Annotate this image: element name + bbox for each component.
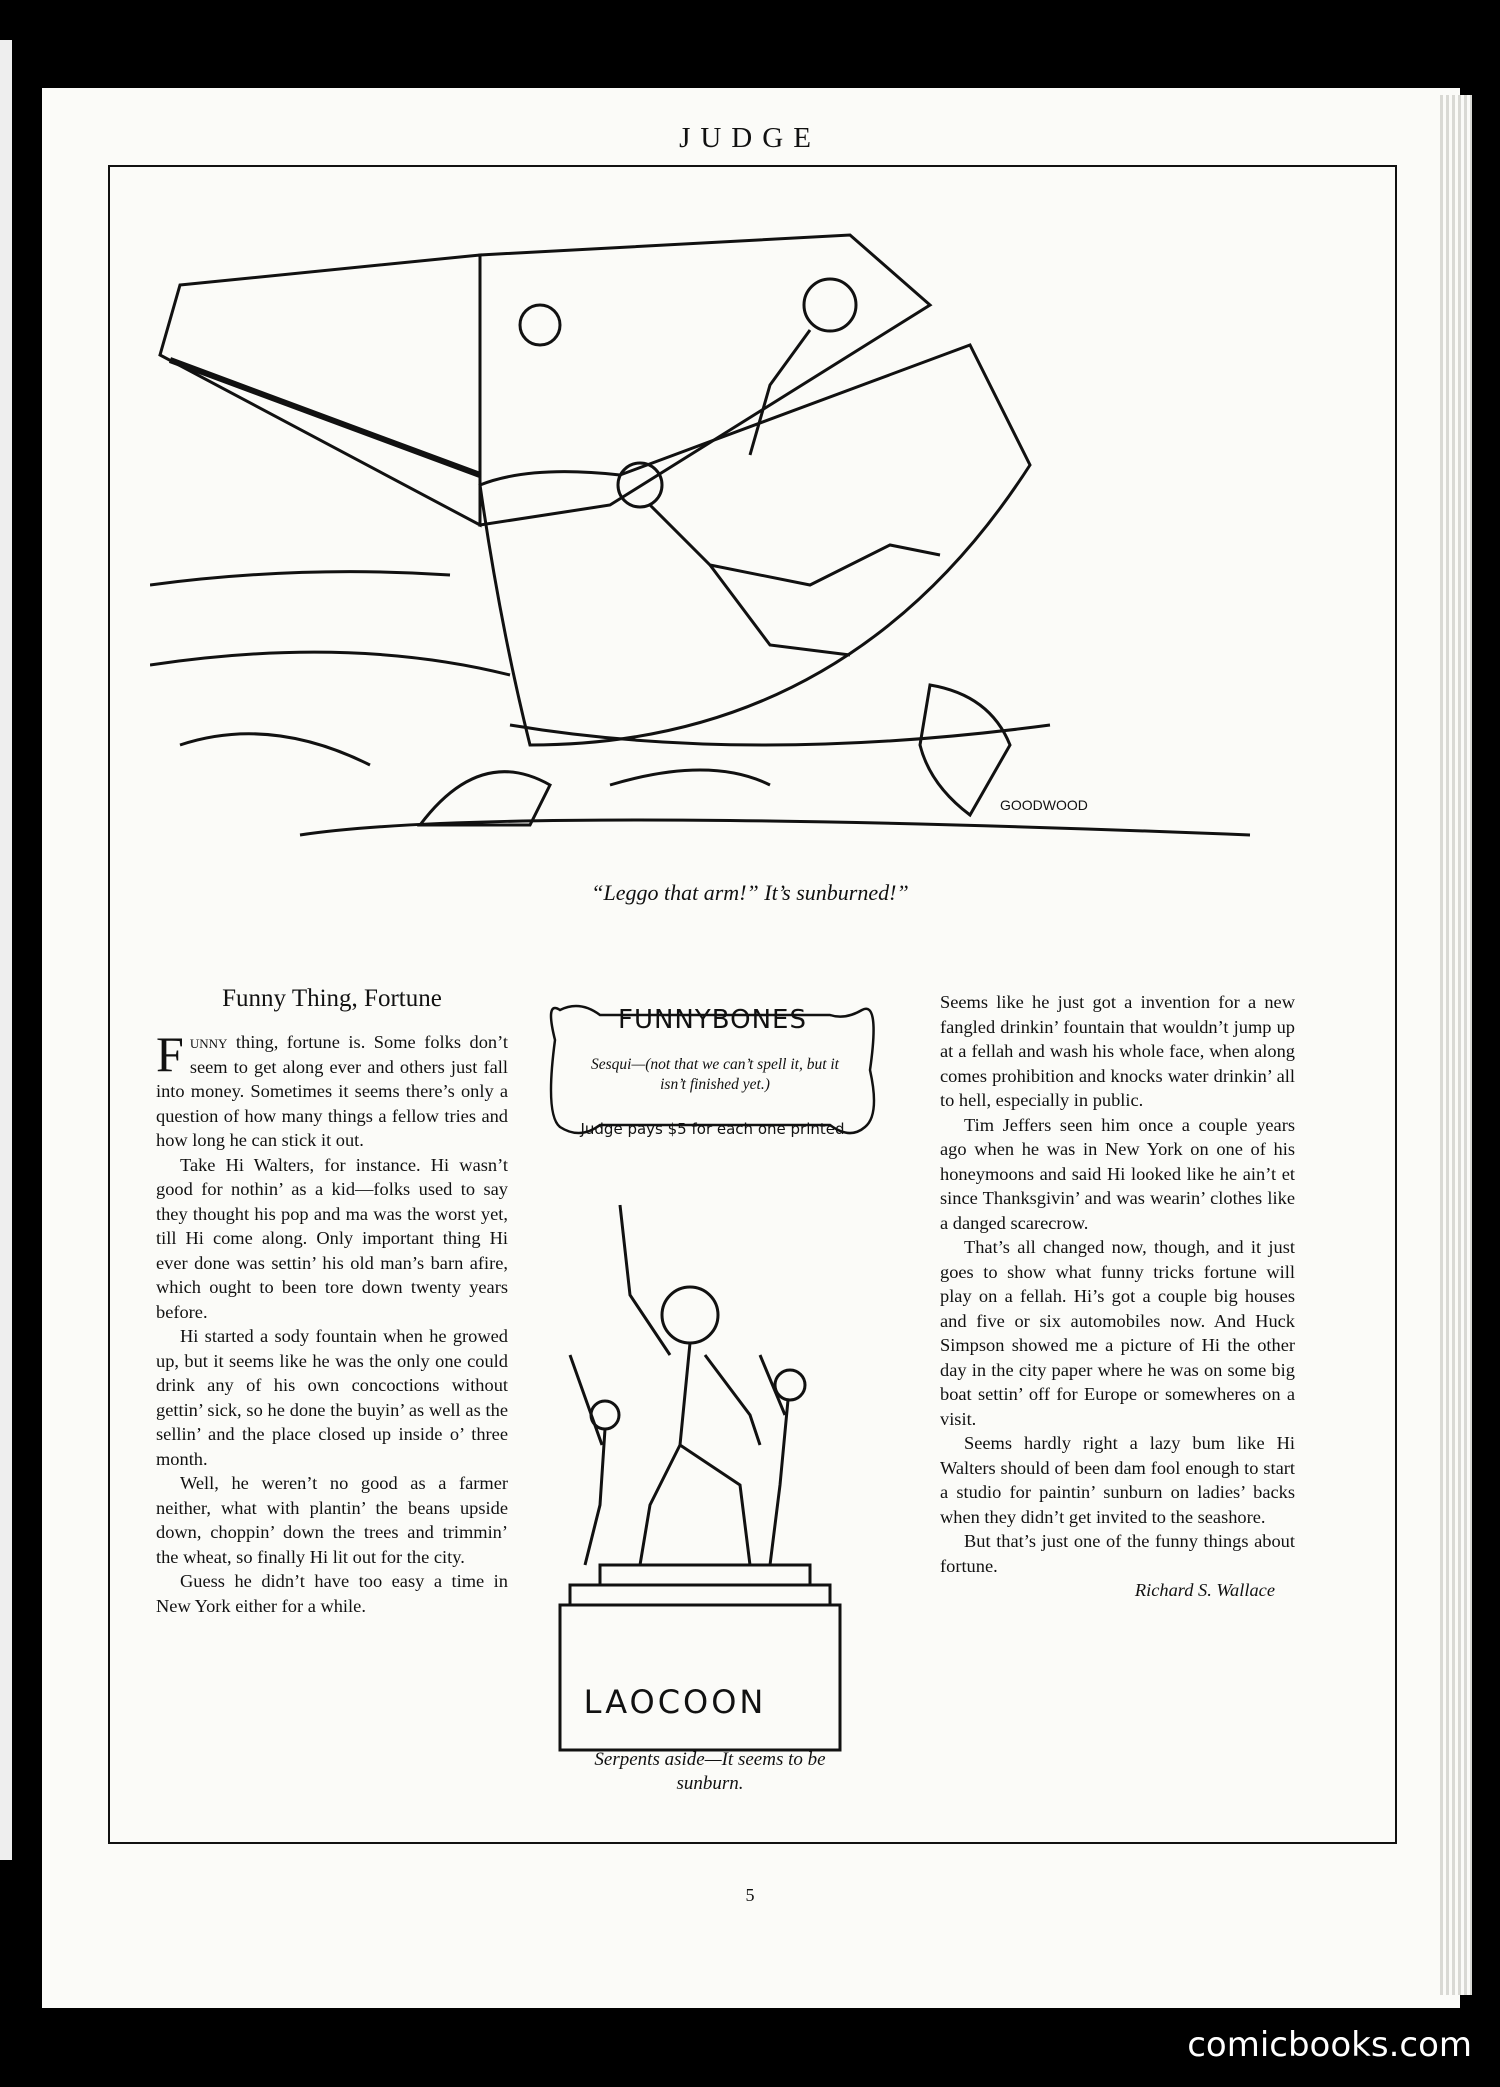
article-title: Funny Thing, Fortune	[222, 985, 442, 1012]
central-figure-head	[662, 1287, 718, 1343]
article-paragraph: Seems like he just got a invention for a new fangled drinkin’ fountain that wouldn’t jump up at a fellah and wash his whole face, when along comes prohibition and knocks water drinkin’ all to hell, especially in public.	[940, 992, 1295, 1110]
hull	[480, 345, 1030, 745]
shark-right	[920, 685, 1010, 815]
pedestal	[560, 1605, 840, 1750]
drop-cap: F	[156, 1026, 184, 1082]
captain-head	[520, 305, 560, 345]
artist-signature: GOODWOOD	[1000, 797, 1088, 813]
article-right-column	[940, 990, 1295, 1603]
sailor-head	[804, 279, 856, 331]
site-watermark: comicbooks.com	[1187, 2025, 1472, 2065]
boom	[170, 360, 480, 475]
pedestal-inscription: LAOCOON	[583, 1683, 767, 1721]
sailboat-cartoon	[150, 225, 1300, 885]
adjacent-page-edge	[0, 40, 12, 1860]
sail-main	[480, 235, 930, 525]
article-paragraph: Take Hi Walters, for instance. Hi wasn’t good for nothin’ as a kid—folks used to say they thought his pop and ma was the worst yet, till Hi come along. Only important thing Hi ever done was settin’ his old man’s barn afire, which ought to been tore down twenty years before.	[156, 1154, 508, 1322]
funnybones-box	[540, 995, 885, 1143]
funnybones-text: Sesqui—(not that we can’t spell it, but it isn’t finished yet.)	[591, 1056, 839, 1093]
funnybones-footer: Judge pays $5 for each one printed	[580, 1120, 845, 1138]
article-paragraph: Well, he weren’t no good as a farmer neither, what with plantin’ the beans upside down, choppin’ down the trees and trimmin’ the wheat, so finally Hi lit out for the city.	[156, 1473, 508, 1567]
laocoon-statue-drawing	[530, 1185, 870, 1765]
shark-left	[420, 772, 550, 825]
article-paragraph: Funny thing, fortune is. Some folks don’t seem to get along ever and others just fall into money. Sometimes it seems there’s only a question of how many things a fellow tries and how long he can stick it out.	[156, 1026, 508, 1150]
article-byline: Richard S. Wallace	[1134, 1580, 1275, 1600]
page-stack-edge	[1440, 95, 1472, 1995]
article-paragraph: But that’s just one of the funny things about fortune.	[940, 1531, 1295, 1576]
magazine-title: JUDGE	[679, 122, 821, 154]
first-word: unny	[189, 1032, 228, 1052]
article-paragraph: That’s all changed now, though, and it just goes to show what funny tricks fortune will play on a fellah. Hi’s got a couple big houses and five or six automobiles now. And Huck Simpson showed me a picture of Hi the other day in the city paper where he was on some big boat settin’ off for Europe or somewheres on a visit.	[940, 1237, 1295, 1429]
funnybones-title: FUNNYBONES	[618, 1005, 807, 1035]
sail-left	[160, 255, 480, 525]
article-paragraph: Guess he didn’t have too easy a time in New York either for a while.	[156, 1571, 508, 1616]
article-paragraph: Tim Jeffers seen him once a couple years ago when he was in New York on one of his honeymoons and said Hi looked like he ain’t et since Thanksgivin’ and was wearin’ clothes like a danged scarecrow.	[940, 1114, 1295, 1233]
article-paragraph: Hi started a sody fountain when he growed up, but it seems like he was the only one could drink any of his own concoctions without gettin’ sick, so he done the buyin’ as well as the sellin’ and the place closed up inside o’ three month.	[156, 1326, 508, 1469]
article-left-column	[156, 1026, 508, 1618]
right-figure-head	[775, 1370, 805, 1400]
cartoon-caption: “Leggo that arm!” It’s sunburned!”	[591, 880, 909, 905]
page-number: 5	[745, 1885, 755, 1905]
article-paragraph: Seems hardly right a lazy bum like Hi Walters should of been dam fool enough to start a studio for paintin’ sunburn on ladies’ backs when they didn’t get invited to the seashore.	[940, 1433, 1295, 1527]
statue-caption: Serpents aside—It seems to be sunburn.	[594, 1749, 826, 1794]
